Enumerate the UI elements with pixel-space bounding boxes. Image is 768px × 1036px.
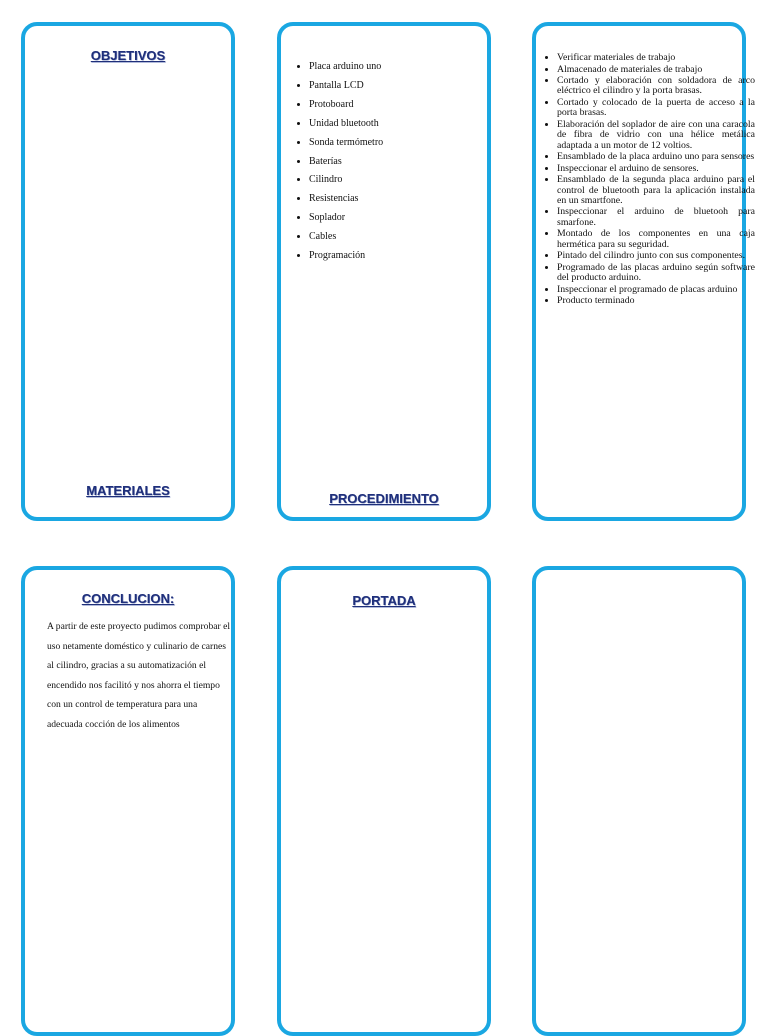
procedure-step: • Inspeccionar el arduino de bluetooh para smarfone.	[557, 207, 755, 228]
procedure-list	[536, 53, 755, 308]
procedimiento-heading: PROCEDIMIENTO	[329, 491, 439, 506]
materiales-heading: MATERIALES	[86, 483, 170, 498]
procedure-step: • Verificar materiales de trabajo	[557, 53, 755, 63]
material-item: • Protoboard	[309, 96, 489, 115]
material-item: • Placa arduino uno	[309, 58, 489, 77]
panel-procedure-steps	[532, 22, 755, 521]
panel-portada	[277, 566, 491, 1036]
materials-list	[287, 58, 489, 266]
procedure-step: • Producto terminado	[557, 296, 755, 306]
conclusion-heading: CONCLUCION:	[81, 591, 175, 606]
procedure-step: • Ensamblado de la placa arduino uno para sensores	[557, 152, 755, 162]
material-item: • Resistencias	[309, 190, 489, 209]
material-item: • Soplador	[309, 209, 489, 228]
material-item: • Pantalla LCD	[309, 77, 489, 96]
procedure-step: • Inspeccionar el arduino de sensores.	[557, 164, 755, 174]
procedure-step: • Ensamblado de la segunda placa arduino para el control de bluetooth para la aplicación instalada en un smartfone.	[557, 175, 755, 206]
procedure-step: • Inspeccionar el programado de placas arduino	[557, 285, 755, 295]
conclusion-text: A partir de este proyecto pudimos comprobar el uso netamente doméstico y culinario de carnes al cilindro, gracias a su automatización el encendido nos facilitó y nos ahorra el tiempo con un control de temperatura para una adecuada cocción de los alimentos	[47, 621, 231, 730]
procedure-step: • Pintado del cilindro junto con sus componentes.	[557, 251, 755, 261]
material-item: • Sonda termómetro	[309, 134, 489, 153]
procedure-step: • Elaboración del soplador de aire con una caracola de fibra de vidrio con una hélice metálica adaptada a un motor de 12 voltios.	[557, 120, 755, 151]
material-item: • Baterías	[309, 153, 489, 172]
material-item: • Cilindro	[309, 171, 489, 190]
portada-heading: PORTADA	[352, 593, 416, 608]
material-item: • Programación	[309, 247, 489, 266]
material-item: • Cables	[309, 228, 489, 247]
objetivos-heading: OBJETIVOS	[90, 48, 166, 63]
panel-empty	[532, 566, 746, 1036]
panel-materials-list	[277, 22, 491, 521]
procedure-step: • Montado de los componentes en una caja hermética para su seguridad.	[557, 229, 755, 250]
procedure-step: • Cortado y elaboración con soldadora de arco eléctrico el cilindro y la porta brasas.	[557, 76, 755, 97]
procedure-step: • Programado de las placas arduino según software del producto arduino.	[557, 263, 755, 284]
procedure-step: • Cortado y colocado de la puerta de acceso a la porta brasas.	[557, 98, 755, 119]
procedure-step: • Almacenado de materiales de trabajo	[557, 65, 755, 75]
panel-conclusion	[21, 566, 235, 1036]
panel-objetivos	[21, 22, 235, 521]
material-item: • Unidad bluetooth	[309, 115, 489, 134]
